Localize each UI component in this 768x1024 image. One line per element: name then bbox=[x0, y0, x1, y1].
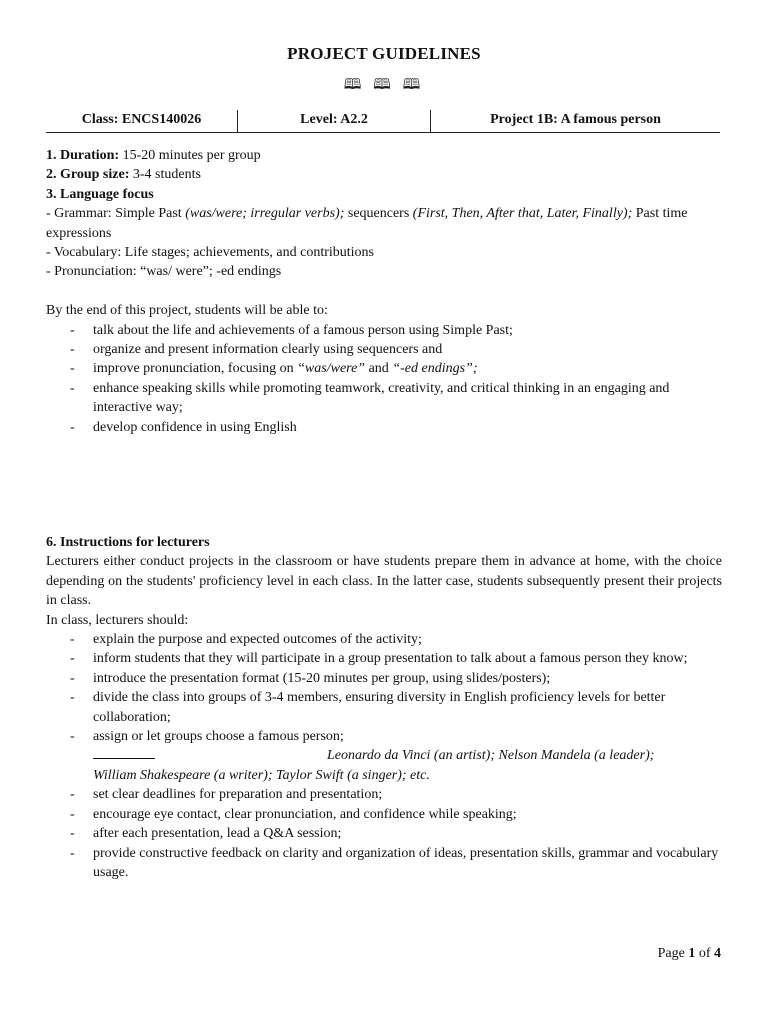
group-size-value: 3-4 students bbox=[129, 167, 201, 183]
item3-text-b: “was/were” bbox=[297, 361, 366, 377]
instructions-section bbox=[46, 533, 722, 882]
page-footer bbox=[658, 946, 721, 962]
list-item: - provide constructive feedback on clarity and organization of ideas, presentation skills, grammar and vocabulary usage. bbox=[46, 844, 722, 883]
instructions-heading: 6. Instructions for lecturers bbox=[46, 535, 210, 550]
level-cell: Level: A2.2 bbox=[238, 110, 431, 132]
page-title: PROJECT GUIDELINES bbox=[287, 44, 481, 63]
list-item bbox=[46, 359, 722, 378]
project-cell: Project 1B: A famous person bbox=[490, 112, 661, 127]
duration-value: 15-20 minutes per group bbox=[119, 148, 261, 163]
instructions-list-cont bbox=[46, 785, 722, 882]
list-item: - enhance speaking skills while promoting teamwork, creativity, and critical thinking in an engaging and interactive way; bbox=[46, 379, 722, 418]
document-body bbox=[46, 146, 722, 437]
list-item: - talk about the life and achievements of a famous person using Simple Past; bbox=[46, 321, 722, 340]
pronunciation-line: - Pronunciation: “was/ were”; -ed endings bbox=[46, 264, 282, 280]
grammar-text-e: Past time expressions bbox=[46, 206, 688, 241]
group-size-label: 2. Group size: bbox=[46, 167, 130, 183]
grammar-text-d: (First, Then, After that, Later, Finally); bbox=[412, 206, 633, 222]
list-item: - after each presentation, lead a Q&A session; bbox=[46, 824, 722, 843]
item3-text-d: “-ed endings”; bbox=[392, 361, 478, 377]
list-item: - organize and present information clearly using sequencers and bbox=[46, 340, 722, 359]
objectives-intro: By the end of this project, students will be able to: bbox=[46, 303, 328, 319]
class-cell: Class: ENCS140026 bbox=[46, 110, 238, 132]
vocabulary-line: - Vocabulary: Life stages; achievements, and contributions bbox=[46, 245, 375, 261]
grammar-text-c: sequencers bbox=[344, 206, 413, 222]
list-item: - set clear deadlines for preparation and presentation; bbox=[46, 785, 722, 804]
instructions-paragraph: Lecturers either conduct projects in the classroom or have students prepare them in advance at home, with the choice depending on the students' proficiency level in each class. In the latter case, students subsequently present their projects in class. bbox=[46, 554, 722, 609]
page-word: Page bbox=[657, 946, 689, 961]
list-item: - explain the purpose and expected outcomes of the activity; bbox=[46, 630, 722, 649]
of-word: of bbox=[695, 946, 714, 961]
book-icons: 🕮 🕮 🕮 bbox=[343, 77, 425, 93]
info-table bbox=[46, 110, 720, 133]
blank-line bbox=[93, 746, 155, 759]
list-item: - develop confidence in using English bbox=[46, 418, 722, 437]
item3-text-a: improve pronunciation, focusing on bbox=[93, 361, 298, 377]
instructions-list bbox=[46, 630, 722, 746]
list-item: - introduce the presentation format (15-20 minutes per group, using slides/posters); bbox=[46, 669, 722, 688]
group-size-line bbox=[46, 165, 722, 184]
page-total: 4 bbox=[714, 946, 721, 961]
objectives-list bbox=[46, 321, 722, 437]
examples-line-b: William Shakespeare (a writer); Taylor Swift (a singer); etc. bbox=[93, 767, 430, 783]
famous-person-examples bbox=[46, 746, 722, 785]
list-item: - divide the class into groups of 3-4 members, ensuring diversity in English proficiency levels for better collaboration; bbox=[46, 688, 722, 727]
grammar-line bbox=[46, 204, 722, 243]
list-item: - encourage eye contact, clear pronunciation, and confidence while speaking; bbox=[46, 805, 722, 824]
item3-text-c: and bbox=[365, 361, 393, 377]
duration-line bbox=[46, 146, 722, 165]
duration-label: 1. Duration: bbox=[46, 148, 120, 163]
list-item: - inform students that they will participate in a group presentation to talk about a famous person they know; bbox=[46, 649, 722, 668]
list-item: - assign or let groups choose a famous person; bbox=[46, 727, 722, 746]
page-number: 1 bbox=[688, 946, 696, 961]
examples-line-a: Leonardo da Vinci (an artist); Nelson Mandela (a leader); bbox=[327, 748, 655, 764]
grammar-text-a: - Grammar: Simple Past bbox=[46, 206, 186, 222]
in-class-line: In class, lecturers should: bbox=[46, 612, 189, 628]
grammar-text-b: (was/were; irregular verbs); bbox=[185, 206, 345, 222]
language-focus-heading: 3. Language focus bbox=[46, 186, 154, 202]
